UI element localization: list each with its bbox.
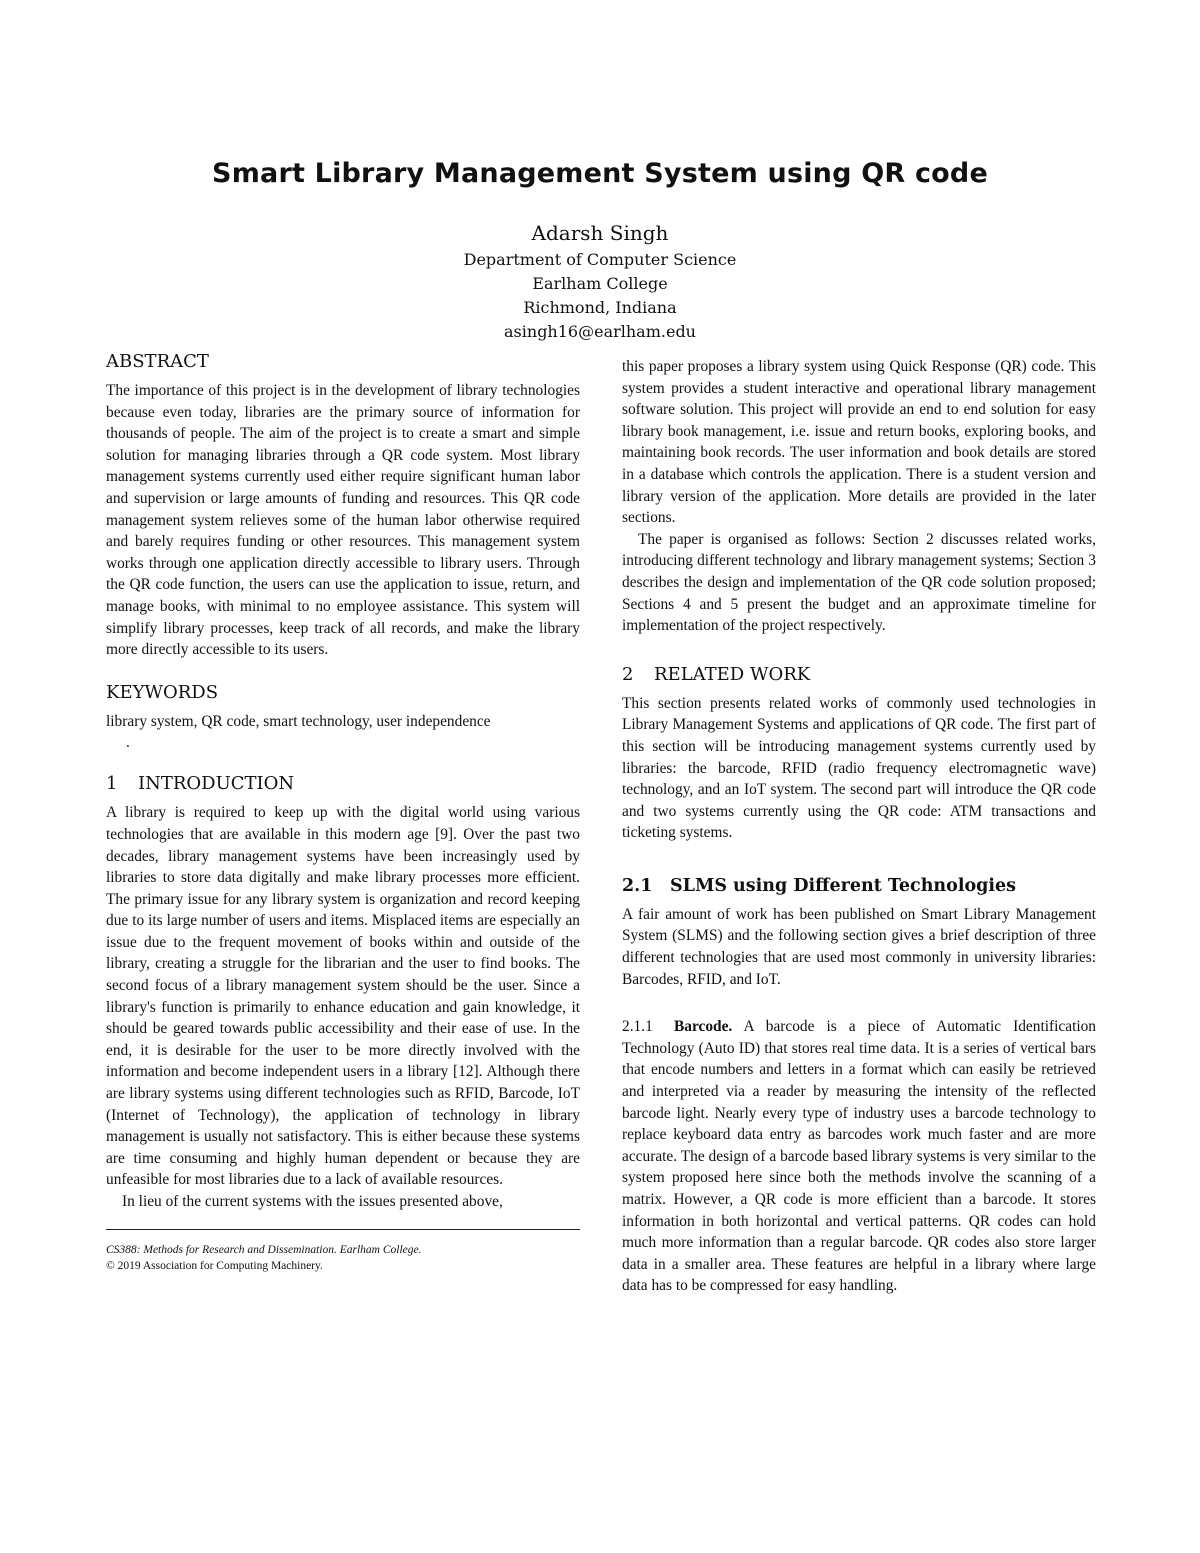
paper-title: Smart Library Management System using QR code bbox=[212, 158, 988, 189]
intro-number: 1 bbox=[106, 773, 118, 795]
author-location: Richmond, Indiana bbox=[523, 298, 677, 317]
barcode-paragraph bbox=[622, 1016, 1096, 1297]
author-institution: Earlham College bbox=[532, 274, 668, 293]
slms-title: SLMS using Different Technologies bbox=[670, 875, 1017, 896]
slms-heading bbox=[622, 874, 1096, 898]
abstract-heading: ABSTRACT bbox=[106, 351, 209, 372]
intro-paragraph-3: The paper is organised as follows: Section 2 discusses related works, introducing different technology and library management systems; Section 3 describes the design and implementation of the QR code solution proposed; Sections 4 and 5 present the budget and an approximate timeline for implementation of the project respectively. bbox=[622, 530, 1096, 635]
intro-title: INTRODUCTION bbox=[138, 773, 295, 795]
footnote-rule bbox=[106, 1229, 580, 1230]
intro-paragraph-2-start: In lieu of the current systems with the issues presented above, bbox=[122, 1193, 503, 1210]
slms-text: A fair amount of work has been published on Smart Library Management System (SLMS) and the following section gives a brief description of three different technologies that are used most commonly in university libraries: Barcodes, RFID, and IoT. bbox=[622, 905, 1096, 988]
barcode-heading: Barcode. bbox=[674, 1018, 733, 1036]
barcode-text: A barcode is a piece of Automatic Identification Technology (Auto ID) that stores real time data. It is a series of vertical bars that encode numbers and letters in a format which can easily be retrieved and interpreted via a reader by measuring the intensity of the reflected barcode light. Nearly every type of industry uses a barcode technology to replace keyboard data entry as barcodes work much faster and are more accurate. The design of a barcode based library systems is very similar to the system proposed here since both the methods involve the scanning of a matrix. However, a QR code is more efficient than a barcode. It stores information in both horizontal and vertical patterns. QR codes can hold much more information than a regular barcode. QR codes also store larger data in a smaller area. These features are helpful in a library where large data has to be compressed for easy handling. bbox=[622, 1018, 1097, 1295]
intro-paragraph-2-cont: this paper proposes a library system using Quick Response (QR) code. This system provides a student interactive and operational library management software solution. This project will provide an end to end solution for easy library book management, i.e. issue and return books, exploring books, and maintaining book records. The user information and book details are stored in a database which controls the application. There is a student version and library version of the application. More details are provided in the later sections. bbox=[622, 358, 1096, 527]
author-email[interactable]: asingh16@earlham.edu bbox=[504, 322, 696, 341]
stray-mark: . bbox=[126, 734, 130, 752]
intro-paragraph-1: A library is required to keep up with the digital world using various technologies that are available in this modern age [9]. Over the past two decades, library management systems have been increasingly used by libraries to store data digitally and make library processes more efficient. The primary issue for any library system is organization and record keeping due to its large number of users and items. Misplaced items are especially an issue due to the frequent movement of books within and outside of the library, creating a struggle for the librarian and the user to find books. The second focus of a library management system should be the user. Since a library's function is primarily to enhance education and gain knowledge, it should be geared towards public accessibility and their ease of use. In the end, it is desirable for the user to be more directly involved with the information and become independent users in a library [12]. Although there are library systems using different technologies such as RFID, Barcode, IoT (Internet of Technology), the application of technology in library management is usually not satisfactory. This is either because these systems are time consuming and highly human dependent or because they are unfeasible for most libraries due to a lack of available resources. bbox=[106, 804, 580, 1189]
barcode-number: 2.1.1 bbox=[622, 1018, 653, 1036]
keywords-heading: KEYWORDS bbox=[106, 681, 219, 703]
author-name: Adarsh Singh bbox=[531, 221, 669, 245]
footnote bbox=[106, 1242, 580, 1274]
author-block bbox=[0, 218, 1200, 344]
author-department: Department of Computer Science bbox=[463, 250, 737, 269]
related-text: This section presents related works of commonly used technologies in Library Management Systems and applications of QR code. The first part of this section will be introducing management systems currently used by libraries: the barcode, RFID (radio frequency electromagnetic wave) technology, and an IoT system. The second part will introduce the QR code and two systems currently using the QR code: ATM transactions and ticketing systems. bbox=[622, 694, 1096, 842]
related-title: RELATED WORK bbox=[654, 663, 811, 685]
right-column bbox=[622, 356, 1096, 1297]
slms-number: 2.1 bbox=[622, 875, 653, 896]
keywords-text: library system, QR code, smart technology, user independence bbox=[106, 712, 491, 730]
related-number: 2 bbox=[622, 663, 634, 685]
footnote-venue: CS388: Methods for Research and Dissemination. Earlham College. bbox=[106, 1243, 422, 1256]
left-column bbox=[106, 350, 580, 1274]
abstract-text: The importance of this project is in the development of library technologies because even today, libraries are the primary source of information for thousands of people. The aim of the project is to create a smart and simple solution for managing libraries through a QR code system. Most library management systems currently used either require significant human labor and supervision or large amounts of funding and resources. This QR code management system relieves some of the human labor otherwise required and barely requires funding or other resources. This management system works through one application directly accessible to library users. Through the QR code function, the users can use the application to issue, return, and manage books, with minimal to no employee assistance. This system will simplify library processes, keep track of all records, and make the library more directly accessible to its users. bbox=[106, 382, 580, 659]
footnote-copyright: © 2019 Association for Computing Machinery. bbox=[106, 1259, 323, 1272]
intro-heading bbox=[106, 772, 580, 796]
related-heading bbox=[622, 663, 1096, 687]
